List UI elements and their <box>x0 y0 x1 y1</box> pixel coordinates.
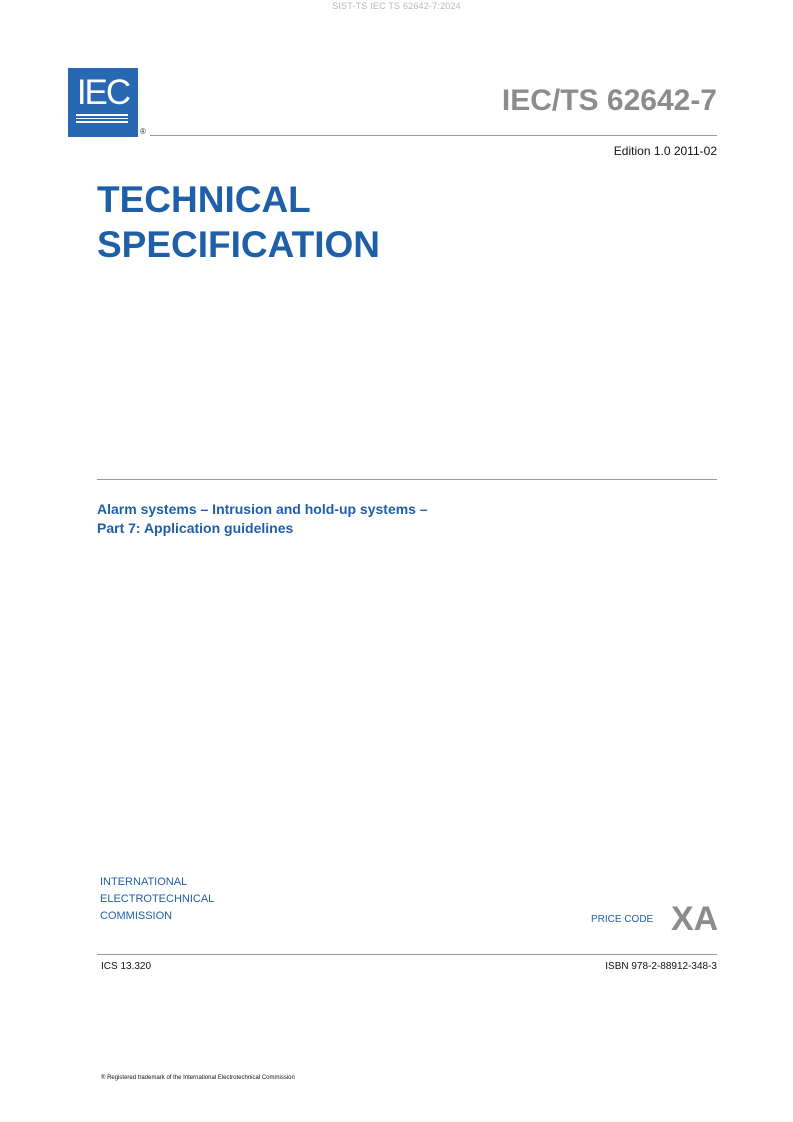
iec-logo <box>68 68 138 137</box>
document-type-line1: TECHNICAL <box>97 179 311 220</box>
price-code-value: XA <box>671 900 719 938</box>
title-divider <box>97 479 717 480</box>
document-title-line1: Alarm systems – Intrusion and hold-up systems – <box>97 501 428 517</box>
trademark-footnote: ® Registered trademark of the International Electrotechnical Commission <box>101 1075 295 1081</box>
logo-text: IEC <box>76 73 130 112</box>
registered-mark: ® <box>140 127 146 136</box>
organization-line3: COMMISSION <box>100 910 173 922</box>
organization-name <box>100 874 214 925</box>
isbn-number: ISBN 978-2-88912-348-3 <box>605 961 717 972</box>
document-number: IEC/TS 62642-7 <box>501 84 717 117</box>
document-title-line2: Part 7: Application guidelines <box>97 520 294 536</box>
edition-info: Edition 1.0 2011-02 <box>613 144 717 158</box>
ics-code: ICS 13.320 <box>101 961 152 972</box>
document-type <box>97 177 380 267</box>
document-type-line2: SPECIFICATION <box>97 224 380 265</box>
price-code-label: PRICE CODE <box>591 914 654 925</box>
header-divider <box>150 135 717 136</box>
watermark-text: SIST-TS IEC TS 62642-7:2024 <box>332 1 461 11</box>
organization-line2: ELECTROTECHNICAL <box>100 893 215 905</box>
footer-divider <box>97 954 717 955</box>
logo-lines-icon <box>76 114 128 125</box>
document-title <box>97 500 428 538</box>
organization-line1: INTERNATIONAL <box>100 876 188 888</box>
